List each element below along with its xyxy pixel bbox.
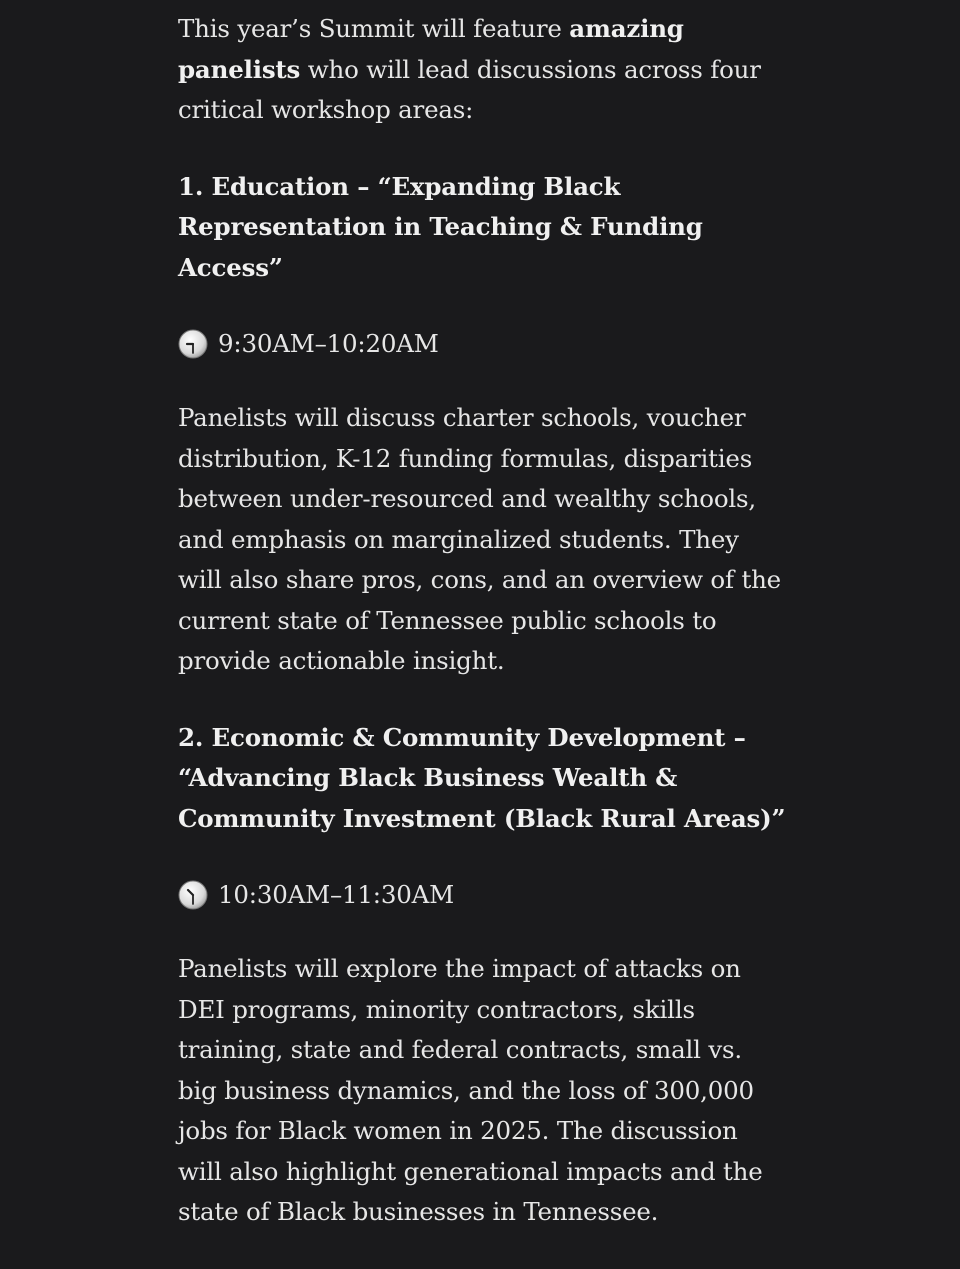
workshop-2-time: 10:30AM–11:30AM xyxy=(218,879,455,909)
workshop-1-time-row xyxy=(178,324,788,364)
clock-icon xyxy=(178,329,208,359)
workshop-1-time: 9:30AM–10:20AM xyxy=(218,328,439,358)
intro-text-end: who will lead discussions across four critical workshop areas: xyxy=(178,54,761,124)
workshop-2-time-row xyxy=(178,875,788,915)
intro-paragraph xyxy=(178,9,788,131)
article-body xyxy=(178,9,788,1269)
workshop-2-heading: 2. Economic & Community Development – “Advancing Black Business Wealth & Community Investment (Black Rural Areas)” xyxy=(178,722,786,833)
intro-text-start: This year’s Summit will feature xyxy=(178,14,570,43)
workshop-1-description: Panelists will discuss charter schools, voucher distribution, K-12 funding formulas, disparities between under-resourced and wealthy schools, and emphasis on marginalized students. They will also share pros, cons, and an overview of the current state of Tennessee public schools to provide actionable insight. xyxy=(178,403,781,675)
workshop-1-heading: 1. Education – “Expanding Black Representation in Teaching & Funding Access” xyxy=(178,171,703,282)
clock-icon xyxy=(178,880,208,910)
workshop-2-description: Panelists will explore the impact of attacks on DEI programs, minority contractors, skills training, state and federal contracts, small vs. big business dynamics, and the loss of 300,000 jobs for Black women in 2025. The discussion will also highlight generational impacts and the state of Black businesses in Tennessee. xyxy=(178,954,763,1226)
intro-bold-text: amazing panelists xyxy=(178,14,684,84)
